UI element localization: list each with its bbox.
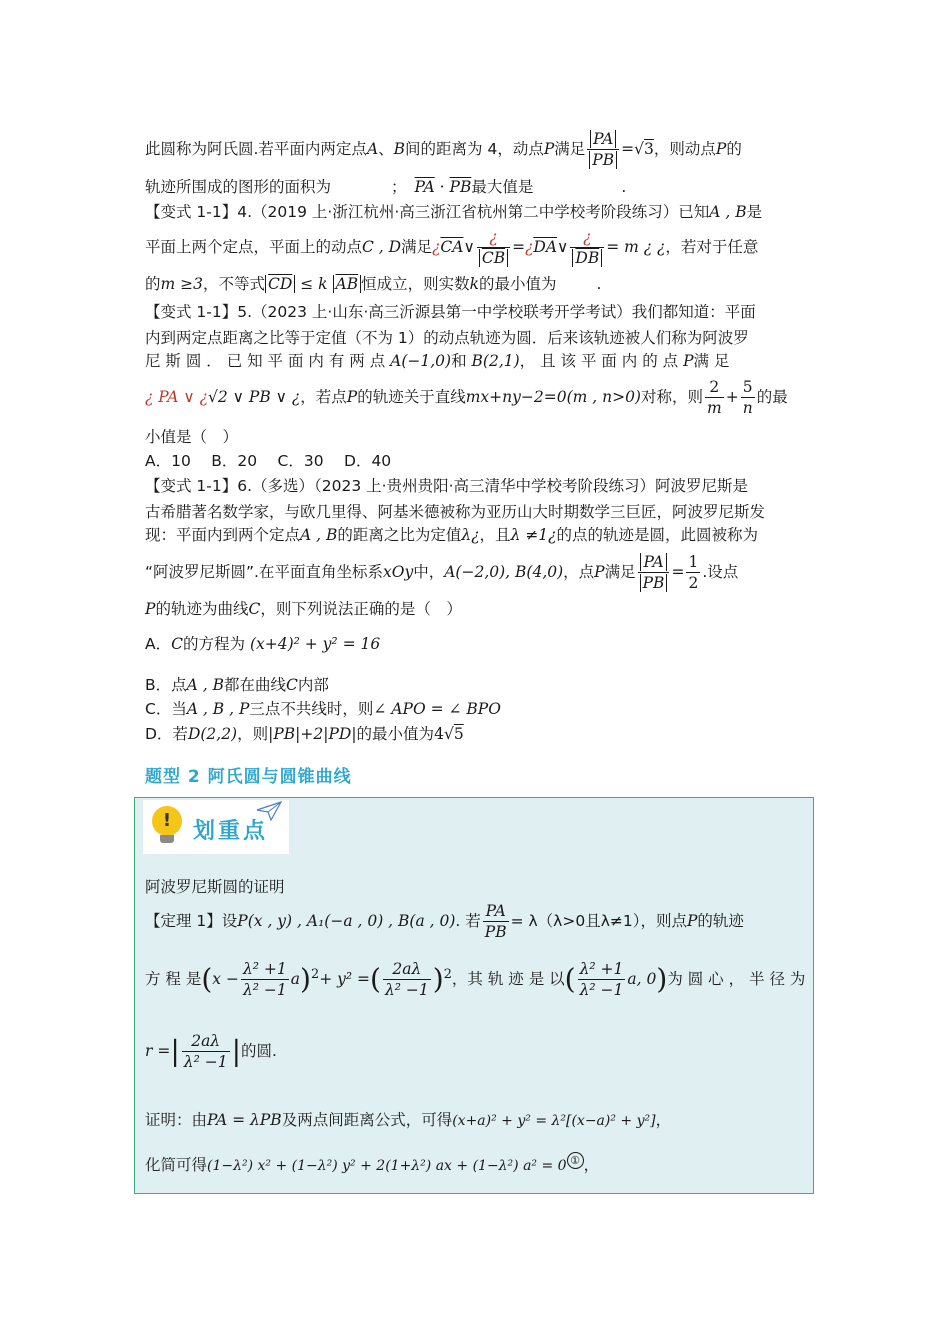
theorem-line-1: 【定理 1】设P(x , y) , A₁(−a , 0) , B(a , 0). 若 $\frac{PA}{PB}$ = λ（λ>0且λ≠1），则点P的轨迹 bbox=[145, 902, 744, 941]
variant-6-line-1: 【变式 1-1】6.（多选）（2023 上·贵州贵阳·高三清华中学校考阶段练习）阿波罗尼斯是 bbox=[145, 477, 749, 495]
variant-4-line-2: 平面上两个定点，平面上的动点C , D满足¿$\overline{CA}\vee$ $\frac{¿}{CB}$ $=¿\overline{DA}\vee$ $\frac{¿}{DB}$ = m ¿ ¿，若对于任意 bbox=[145, 228, 759, 267]
variant-5-line-4: ¿ PA ∨ ¿√2 ∨ PB ∨ ¿，若点P的轨迹关于直线mx+ny−2=0(m , n>0)对称，则 $\frac{2}{m}$ + $\frac{5}{n}$ 的最 bbox=[145, 378, 788, 417]
exclamation-icon: ! bbox=[162, 810, 172, 831]
proof-line-2: 化简可得(1−λ²) x² + (1−λ²) y² + 2(1+λ²) ax + (1−λ²) a² = 0 ① ， bbox=[145, 1153, 600, 1174]
variant-4-line-3: 的m ≥3，不等式 $\overline{CD} \le k$ $\overline{AB}$ 恒成立，则实数k的最小值为 . bbox=[145, 275, 602, 293]
sqrt-3: √3 bbox=[634, 140, 654, 158]
ratio-pa-pb: $\frac{PA}{PB}$ bbox=[587, 129, 619, 170]
frac-q-cb: $\frac{¿}{CB}$ bbox=[477, 227, 510, 268]
theorem-line-3: r =| $\frac{2a\lambda}{\text{λ² −1}}$ |的圆. bbox=[145, 1032, 277, 1071]
variant-5-line-1: 【变式 1-1】5.（2023 上·山东·高三沂源县第一中学校联考开学考试）我们都知道：平面 bbox=[145, 303, 756, 321]
variant-6-line-3: 现：平面内到两个定点A , B的距离之比为定值λ¿，且λ ≠1¿的点的轨迹是圆，此圆被称为 bbox=[145, 526, 758, 544]
variant-5-options: A．10 B．20 C．30 D．40 bbox=[145, 452, 392, 470]
lightbulb-base-icon bbox=[160, 835, 174, 843]
frac-q-db: $\frac{¿}{DB}$ bbox=[570, 227, 604, 268]
option-d: D．若D(2,2)，则|PB|+2|PD|的最小值为4√5 bbox=[145, 725, 464, 743]
variant-4-line-1: 【变式 1-1】4.（2019 上·浙江杭州·高三浙江省杭州第二中学校考阶段练习）已知A , B是 bbox=[145, 203, 763, 221]
variant-6-line-4: “阿波罗尼斯圆”.在平面直角坐标系xOy中，A(−2,0), B(4,0)，点P满足 $\frac{PA}{PB}$ = $\frac{1}{2}$ .设点 bbox=[145, 553, 739, 592]
frac-radius: $\frac{2a\lambda}{\text{λ² −1}}$ bbox=[384, 960, 429, 1000]
variant-6-line-2: 古希腊著名数学家，与欧几里得、阿基米德被称为亚历山大时期数学三巨匠，阿波罗尼斯发 bbox=[145, 503, 766, 521]
frac-pa-pb: $\frac{PA}{PB}$ bbox=[484, 902, 507, 941]
variant-5-line-5: 小值是（ ） bbox=[145, 428, 239, 446]
ratio-pa-pb-2: $\frac{PA}{PB}$ bbox=[638, 552, 670, 593]
variant-6-line-5: P的轨迹为曲线C，则下列说法正确的是（ ） bbox=[145, 600, 462, 618]
proof-line-1: 证明：由PA = λPB及两点间距离公式，可得(x+a)² + y² = λ²[(x−a)² + y²]， bbox=[145, 1111, 672, 1129]
theorem-line-2: 方 程 是(x − $\frac{\text{λ² +1}}{\text{λ² −1}}$ a)$^2$+ y² =( $\frac{2a\lambda}{\text{λ² −1}}$ )$^2$，其 轨 迹 是 以( $\frac{\text{λ² +1}}{\text{λ² −1}}$ a, 0)为 圆 心 ， 半 径 为 bbox=[145, 960, 806, 1000]
frac-center: $\frac{\text{λ² +1}}{\text{λ² −1}}$ bbox=[242, 960, 287, 1000]
option-c: C．当A , B , P三点不共线时，则∠ APO = ∠ BPO bbox=[145, 700, 501, 718]
text-line-1: 此圆称为阿氏圆.若平面内两定点A、B间的距离为 4，动点P满足 $\frac{PA}{PB}$ =√3，则动点P的 bbox=[145, 130, 742, 169]
variant-5-line-2: 内到两定点距离之比等于定值（不为 1）的动点轨迹为圆．后来该轨迹被人们称为阿波罗 bbox=[145, 329, 749, 347]
frac-r: $\frac{2a\lambda}{\text{λ² −1}}$ bbox=[183, 1032, 228, 1071]
frac-center-2: $\frac{\text{λ² +1}}{\text{λ² −1}}$ bbox=[579, 960, 624, 1000]
badge-title: 划重点 bbox=[193, 819, 269, 844]
section-heading: 题型 2 阿氏圆与圆锥曲线 bbox=[145, 767, 352, 787]
box-title: 阿波罗尼斯圆的证明 bbox=[145, 878, 285, 896]
variant-5-line-3: 尼 斯 圆 ． 已 知 平 面 内 有 两 点 A(−1,0)和 B(2,1)， 且 该 平 面 内 的 点 P满 足 bbox=[145, 352, 730, 370]
frac-5-n: $\frac{5}{n}$ bbox=[742, 378, 753, 417]
option-a: A．C的方程为 (x+4)² + y² = 16 bbox=[145, 635, 381, 653]
frac-1-2: $\frac{1}{2}$ bbox=[688, 553, 699, 592]
text-line-2: 轨迹所围成的图形的面积为 ； $\overline{PA} \cdot \overline{PB}$最大值是 . bbox=[145, 178, 627, 196]
frac-2-m: $\frac{2}{m}$ bbox=[707, 378, 722, 417]
paper-plane-icon bbox=[256, 801, 282, 821]
option-b: B．点A , B都在曲线C内部 bbox=[145, 676, 329, 694]
